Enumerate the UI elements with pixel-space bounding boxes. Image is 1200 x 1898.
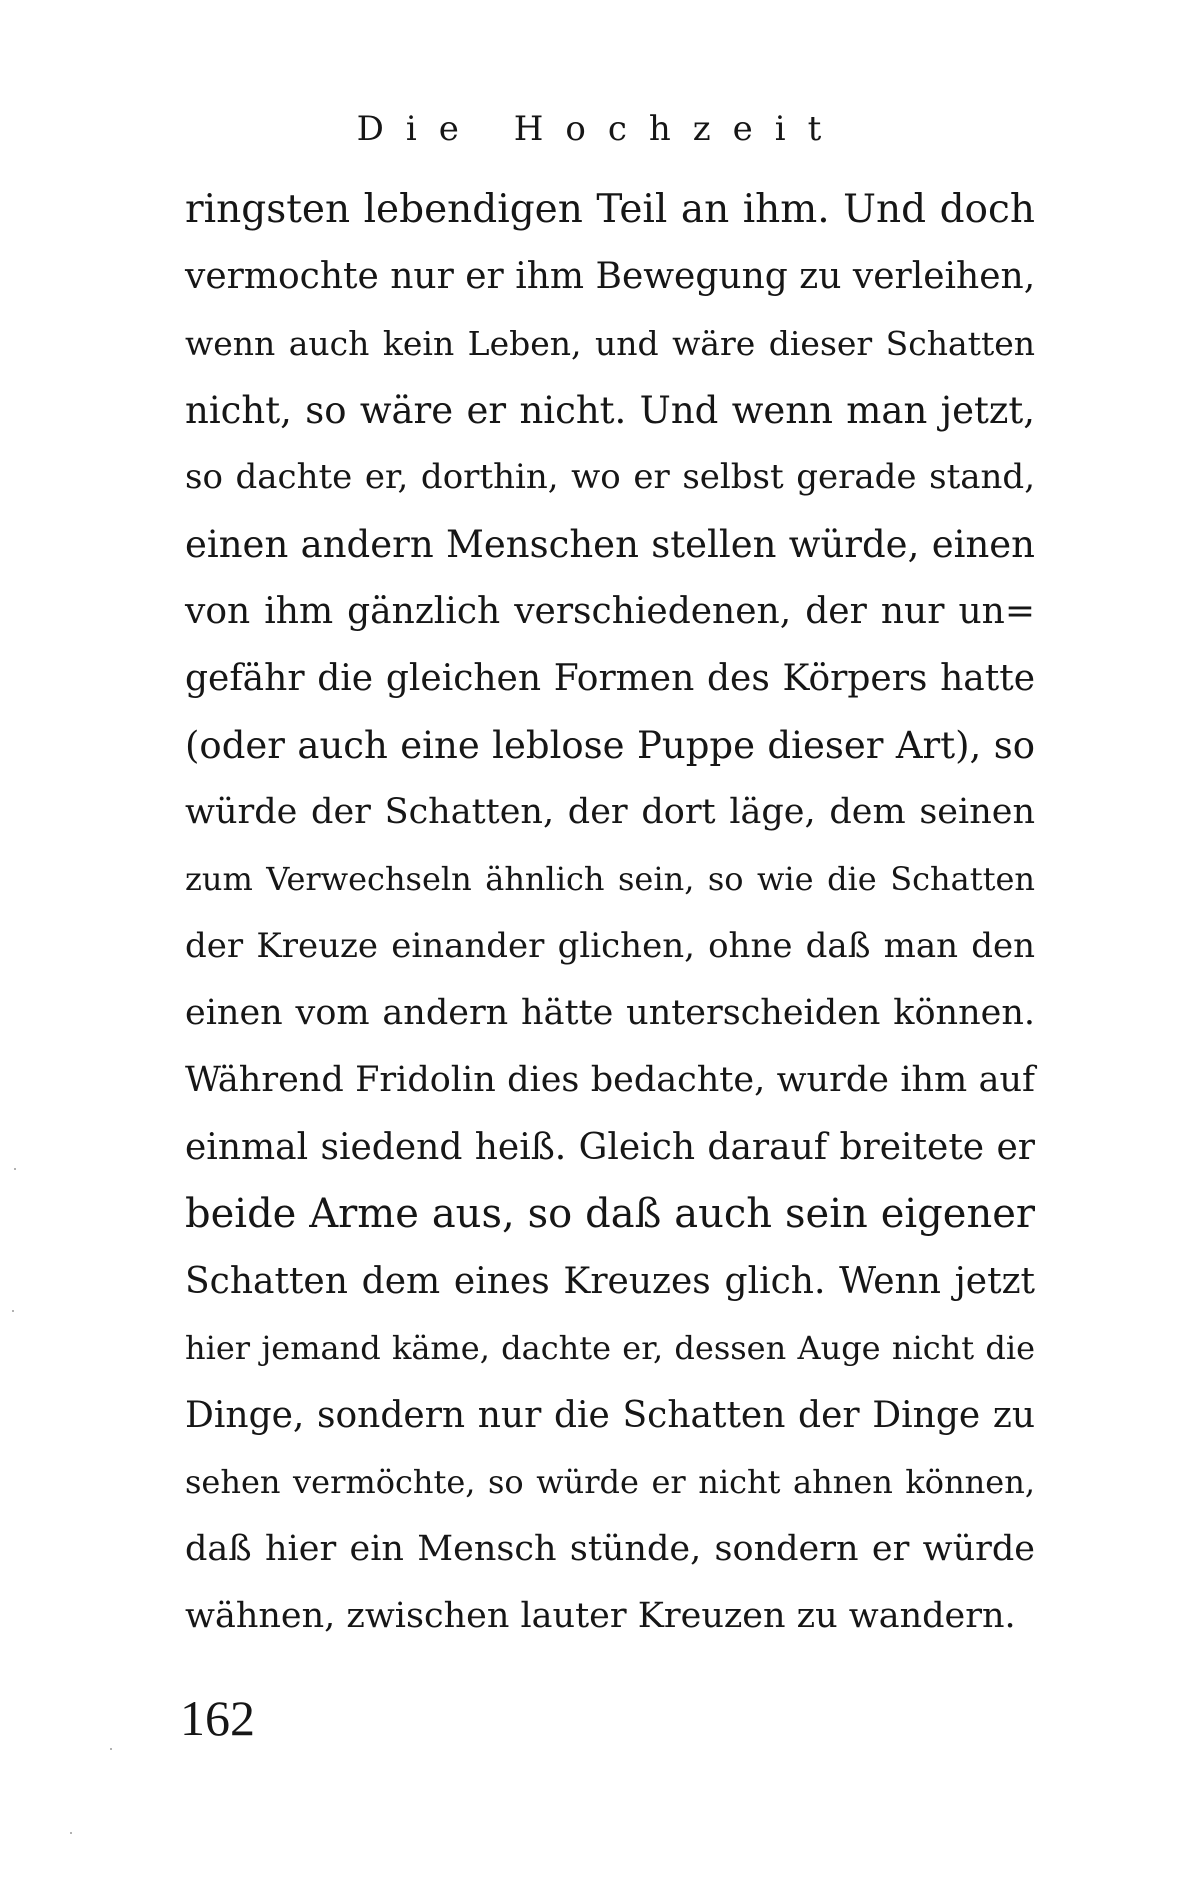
text-line: einen vom andern hätte unterscheiden können. bbox=[185, 993, 1035, 1033]
text-line: einen andern Menschen stellen würde, einen bbox=[185, 523, 1035, 566]
text-line: würde der Schatten, der dort läge, dem seinen bbox=[185, 792, 1035, 832]
text-line: so dachte er, dorthin, wo er selbst gerade stand, bbox=[185, 457, 1035, 497]
text-line: gefähr die gleichen Formen des Körpers hatte bbox=[185, 658, 1035, 699]
text-line: von ihm gänzlich verschiedenen, der nur un= bbox=[185, 591, 1035, 632]
text-line: Schatten dem eines Kreuzes glich. Wenn jetzt bbox=[185, 1261, 1035, 1302]
running-head: Die Hochzeit bbox=[356, 109, 844, 149]
text-line: hier jemand käme, dachte er, dessen Auge nicht die bbox=[185, 1329, 1035, 1367]
text-line: einmal siedend heiß. Gleich darauf breitete er bbox=[185, 1127, 1035, 1168]
text-line: daß hier ein Mensch stünde, sondern er würde bbox=[185, 1529, 1035, 1569]
text-line: nicht, so wäre er nicht. Und wenn man jetzt, bbox=[185, 389, 1035, 432]
paper-speck bbox=[70, 1832, 72, 1834]
text-line: wenn auch kein Leben, und wäre dieser Schatten bbox=[185, 324, 1035, 363]
body-text bbox=[185, 176, 1035, 1650]
text-line: Während Fridolin dies bedachte, wurde ihm auf bbox=[185, 1060, 1035, 1100]
text-line: beide Arme aus, so daß auch sein eigener bbox=[185, 1191, 1035, 1237]
paper-speck bbox=[14, 1168, 16, 1170]
text-line: Dinge, sondern nur die Schatten der Dinge zu bbox=[185, 1395, 1035, 1436]
text-line: ringsten lebendigen Teil an ihm. Und doch bbox=[185, 187, 1035, 232]
text-line: (oder auch eine leblose Puppe dieser Art), so bbox=[185, 724, 1035, 767]
page-number: 162 bbox=[180, 1690, 255, 1746]
text-line: vermochte nur er ihm Bewegung zu verleihen, bbox=[185, 256, 1036, 297]
text-line: zum Verwechseln ähnlich sein, so wie die Schatten bbox=[185, 860, 1035, 898]
text-line: wähnen, zwischen lauter Kreuzen zu wandern. bbox=[185, 1596, 1016, 1636]
text-line: sehen vermöchte, so würde er nicht ahnen können, bbox=[185, 1463, 1035, 1501]
paper-speck bbox=[110, 1748, 112, 1750]
paper-speck bbox=[12, 1310, 14, 1312]
text-line: der Kreuze einander glichen, ohne daß man den bbox=[185, 926, 1035, 966]
